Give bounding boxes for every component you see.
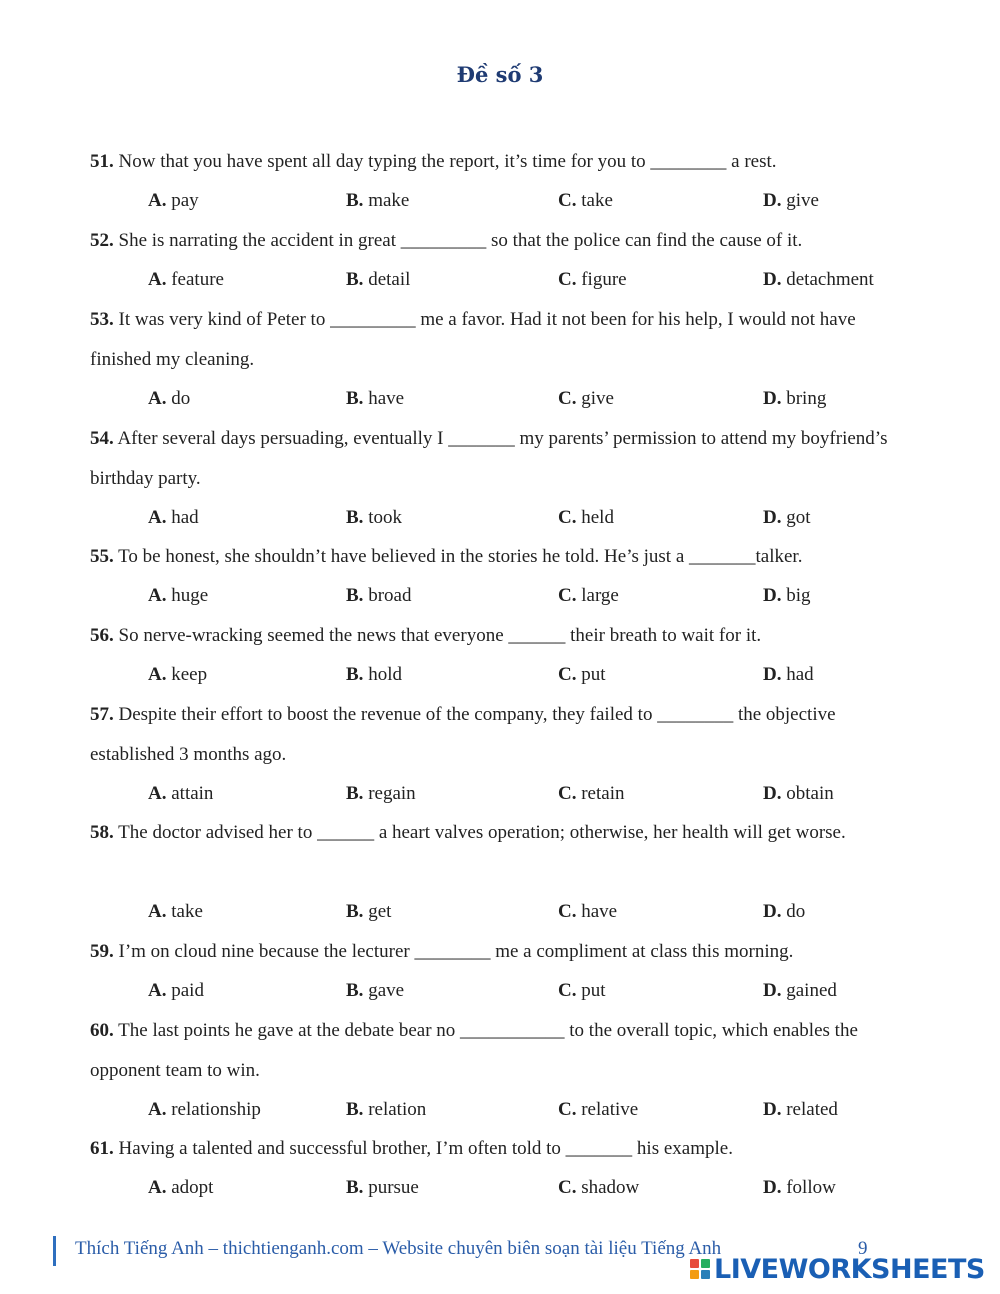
option-a[interactable]: A. attain — [148, 783, 214, 804]
option-a[interactable]: A. do — [148, 388, 191, 409]
footer-divider — [53, 1236, 56, 1266]
option-b[interactable]: B. regain — [346, 783, 416, 804]
option-d[interactable]: D. gained — [763, 980, 837, 1001]
question-51: 51. Now that you have spent all day typing the report, it’s time for you to ________ a rest. — [90, 151, 777, 172]
option-d[interactable]: D. big — [763, 585, 811, 606]
option-a[interactable]: A. feature — [148, 269, 224, 290]
option-c[interactable]: C. take — [558, 190, 613, 211]
watermark-text: LIVEWORKSHEETS — [714, 1253, 985, 1285]
option-b[interactable]: B. hold — [346, 664, 402, 685]
option-d[interactable]: D. follow — [763, 1177, 836, 1198]
option-c[interactable]: C. large — [558, 585, 619, 606]
options-57 — [148, 774, 928, 813]
option-b[interactable]: B. relation — [346, 1099, 427, 1120]
option-a[interactable]: A. adopt — [148, 1177, 214, 1198]
option-a[interactable]: A. paid — [148, 980, 204, 1001]
option-b[interactable]: B. took — [346, 507, 402, 528]
question-60: 60. The last points he gave at the debate bear no ___________ to the overall topic, which enables the opponent team to win. — [90, 1020, 858, 1081]
option-c[interactable]: C. figure — [558, 269, 627, 290]
question-61: 61. Having a talented and successful brother, I’m often told to _______ his example. — [90, 1138, 733, 1159]
option-b[interactable]: B. detail — [346, 269, 411, 290]
option-c[interactable]: C. give — [558, 388, 614, 409]
option-d[interactable]: D. bring — [763, 388, 827, 409]
options-61 — [148, 1168, 928, 1207]
page-number: 9 — [858, 1238, 868, 1259]
liveworksheets-logo[interactable] — [690, 1252, 985, 1286]
option-a[interactable]: A. had — [148, 507, 199, 528]
footer-text: Thích Tiếng Anh – thichtienganh.com – Website chuyên biên soạn tài liệu Tiếng Anh — [75, 1238, 722, 1259]
options-60 — [148, 1090, 928, 1129]
option-d[interactable]: D. obtain — [763, 783, 834, 804]
option-b[interactable]: B. pursue — [346, 1177, 419, 1198]
option-b[interactable]: B. broad — [346, 585, 412, 606]
option-c[interactable]: C. held — [558, 507, 614, 528]
option-b[interactable]: B. make — [346, 190, 410, 211]
option-d[interactable]: D. do — [763, 901, 806, 922]
options-58 — [148, 892, 928, 931]
options-54 — [148, 498, 928, 537]
option-a[interactable]: A. relationship — [148, 1099, 261, 1120]
question-59: 59. I’m on cloud nine because the lecturer ________ me a compliment at class this morning. — [90, 941, 794, 962]
option-a[interactable]: A. take — [148, 901, 203, 922]
option-c[interactable]: C. put — [558, 664, 606, 685]
question-55: 55. To be honest, she shouldn’t have believed in the stories he told. He’s just a _______talker. — [90, 546, 803, 567]
options-52 — [148, 260, 928, 299]
options-51 — [148, 181, 928, 220]
option-c[interactable]: C. put — [558, 980, 606, 1001]
option-d[interactable]: D. related — [763, 1099, 838, 1120]
options-59 — [148, 971, 928, 1010]
option-d[interactable]: D. detachment — [763, 269, 874, 290]
question-56: 56. So nerve-wracking seemed the news that everyone ______ their breath to wait for it. — [90, 625, 762, 646]
option-b[interactable]: B. have — [346, 388, 405, 409]
options-56 — [148, 655, 928, 694]
option-a[interactable]: A. pay — [148, 190, 199, 211]
option-c[interactable]: C. retain — [558, 783, 625, 804]
question-52: 52. She is narrating the accident in great _________ so that the police can find the cause of it. — [90, 230, 803, 251]
option-c[interactable]: C. have — [558, 901, 618, 922]
options-55 — [148, 576, 928, 615]
option-d[interactable]: D. had — [763, 664, 814, 685]
question-57: 57. Despite their effort to boost the revenue of the company, they failed to ________ the objective established 3 months ago. — [90, 704, 836, 765]
option-a[interactable]: A. keep — [148, 664, 208, 685]
question-53: 53. It was very kind of Peter to _________ me a favor. Had it not been for his help, I would not have finished my cleaning. — [90, 309, 856, 370]
option-d[interactable]: D. give — [763, 190, 819, 211]
option-c[interactable]: C. shadow — [558, 1177, 640, 1198]
options-53 — [148, 379, 928, 418]
option-a[interactable]: A. huge — [148, 585, 209, 606]
option-b[interactable]: B. gave — [346, 980, 405, 1001]
liveworksheets-icon — [690, 1259, 710, 1279]
question-58: 58. The doctor advised her to ______ a heart valves operation; otherwise, her health will get worse. — [90, 822, 846, 843]
option-c[interactable]: C. relative — [558, 1099, 639, 1120]
page-title: Đề số 3 — [456, 62, 544, 87]
option-d[interactable]: D. got — [763, 507, 811, 528]
question-54: 54. After several days persuading, eventually I _______ my parents’ permission to attend my boyfriend’s birthday party. — [90, 428, 888, 489]
option-b[interactable]: B. get — [346, 901, 392, 922]
